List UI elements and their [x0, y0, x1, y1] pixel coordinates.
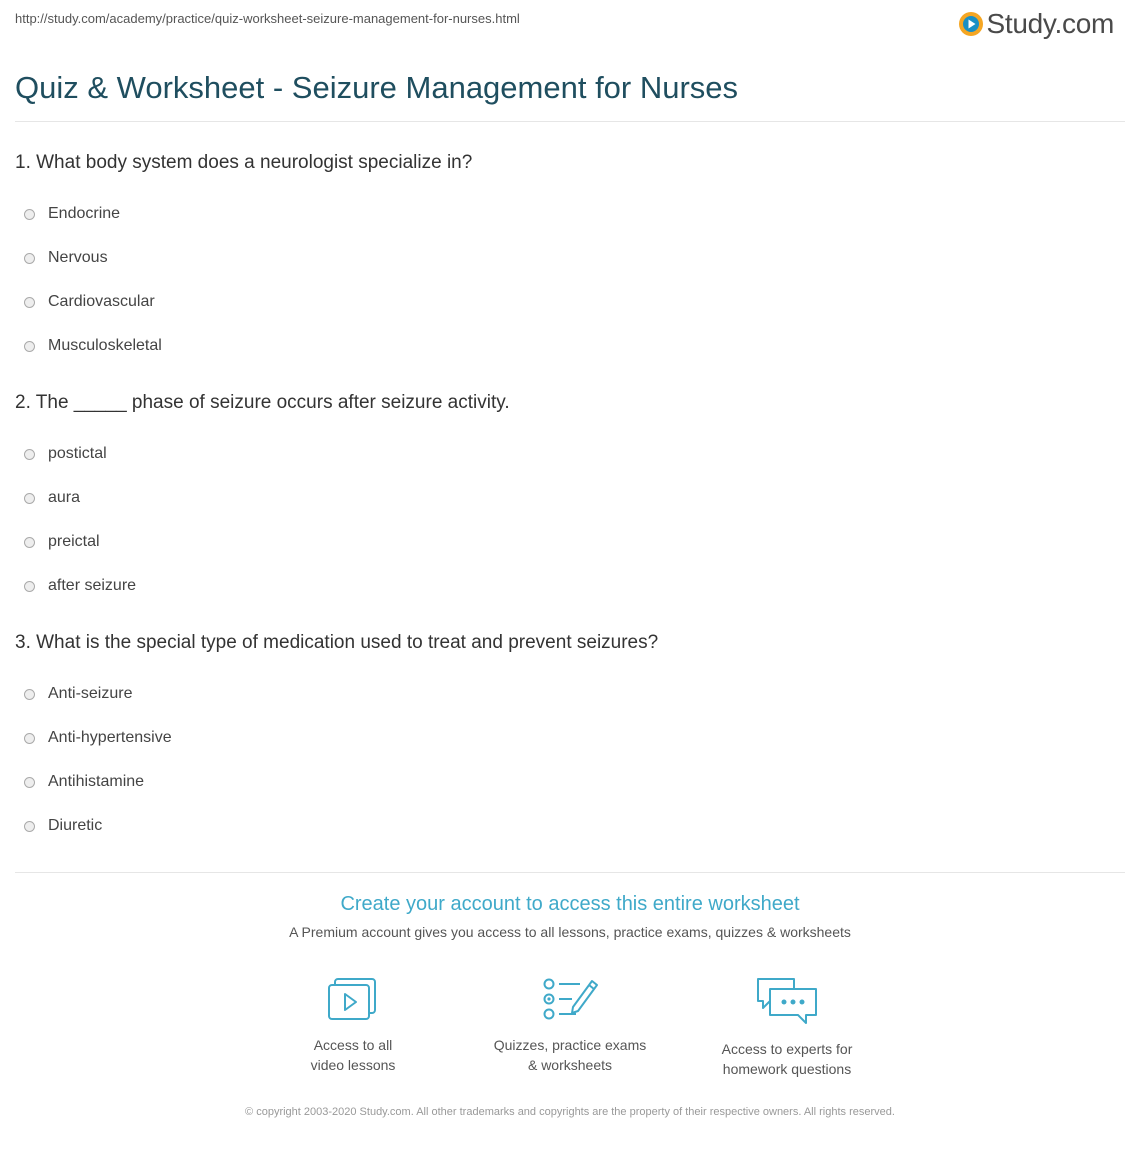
answer-option[interactable]	[15, 760, 1125, 804]
answer-label: Endocrine	[48, 205, 121, 222]
answer-option[interactable]	[15, 716, 1125, 760]
answer-label: Nervous	[48, 249, 108, 266]
answer-label: Cardiovascular	[48, 293, 155, 310]
answer-option[interactable]	[15, 564, 1125, 608]
question-text: 3. What is the special type of medication used to treat and prevent seizures?	[15, 632, 659, 653]
answer-option[interactable]	[15, 192, 1125, 236]
quiz-list-icon	[540, 975, 600, 1023]
radio-button[interactable]	[24, 777, 35, 788]
answer-label: Diuretic	[48, 817, 103, 834]
radio-button[interactable]	[24, 689, 35, 700]
feature-video-lessons	[245, 975, 462, 1079]
signup-cta	[0, 893, 1140, 940]
answer-option[interactable]	[15, 280, 1125, 324]
feature-line: homework questions	[722, 1061, 852, 1077]
radio-button[interactable]	[24, 209, 35, 220]
answer-option[interactable]	[15, 520, 1125, 564]
study-logo-icon	[958, 11, 984, 37]
answer-option[interactable]	[15, 236, 1125, 280]
question-text: 1. What body system does a neurologist specialize in?	[15, 152, 473, 173]
logo-text: Study.com	[986, 8, 1114, 39]
quiz-questions	[15, 150, 1125, 870]
chat-bubbles-icon	[754, 975, 820, 1027]
page-url: http://study.com/academy/practice/quiz-worksheet-seizure-management-for-nurses.html	[15, 11, 520, 26]
radio-button[interactable]	[24, 581, 35, 592]
radio-button[interactable]	[24, 821, 35, 832]
radio-button[interactable]	[24, 733, 35, 744]
radio-button[interactable]	[24, 449, 35, 460]
question-text: 2. The _____ phase of seizure occurs after seizure activity.	[15, 392, 510, 413]
answer-label: aura	[48, 489, 81, 506]
feature-quizzes	[462, 975, 679, 1079]
answer-label: after seizure	[48, 577, 137, 594]
answer-label: Musculoskeletal	[48, 337, 162, 354]
title-divider	[15, 121, 1125, 122]
radio-button[interactable]	[24, 341, 35, 352]
radio-button[interactable]	[24, 297, 35, 308]
video-lessons-icon	[325, 975, 381, 1023]
feature-list	[0, 975, 1140, 1079]
feature-experts	[679, 975, 896, 1079]
copyright-footer: © copyright 2003-2020 Study.com. All other trademarks and copyrights are the property of their respective owners. All rights reserved.	[245, 1106, 895, 1118]
answer-option[interactable]	[15, 672, 1125, 716]
feature-line: video lessons	[310, 1057, 396, 1073]
radio-button[interactable]	[24, 493, 35, 504]
feature-text	[462, 1035, 679, 1075]
answer-option[interactable]	[15, 324, 1125, 368]
study-logo[interactable]	[958, 8, 1115, 40]
question-2	[15, 390, 1125, 608]
radio-button[interactable]	[24, 537, 35, 548]
feature-text	[245, 1035, 462, 1075]
feature-line: Quizzes, practice exams	[493, 1037, 647, 1053]
answer-option[interactable]	[15, 476, 1125, 520]
cta-subtitle: A Premium account gives you access to all lessons, practice exams, quizzes & worksheets	[289, 924, 851, 940]
question-3	[15, 630, 1125, 848]
answer-label: Anti-hypertensive	[48, 729, 172, 746]
feature-line: & worksheets	[527, 1057, 613, 1073]
answer-label: postictal	[48, 445, 107, 462]
answer-label: preictal	[48, 533, 100, 550]
radio-button[interactable]	[24, 253, 35, 264]
page-title: Quiz & Worksheet - Seizure Management for Nurses	[15, 70, 739, 105]
question-1	[15, 150, 1125, 368]
answer-label: Anti-seizure	[48, 685, 133, 702]
answer-option[interactable]	[15, 804, 1125, 848]
feature-line: Access to experts for	[721, 1041, 853, 1057]
feature-text	[679, 1039, 896, 1079]
answer-option[interactable]	[15, 432, 1125, 476]
answer-label: Antihistamine	[48, 773, 145, 790]
feature-line: Access to all	[313, 1037, 393, 1053]
cta-title-link[interactable]: Create your account to access this entire worksheet	[340, 893, 800, 915]
cta-divider	[15, 872, 1125, 873]
